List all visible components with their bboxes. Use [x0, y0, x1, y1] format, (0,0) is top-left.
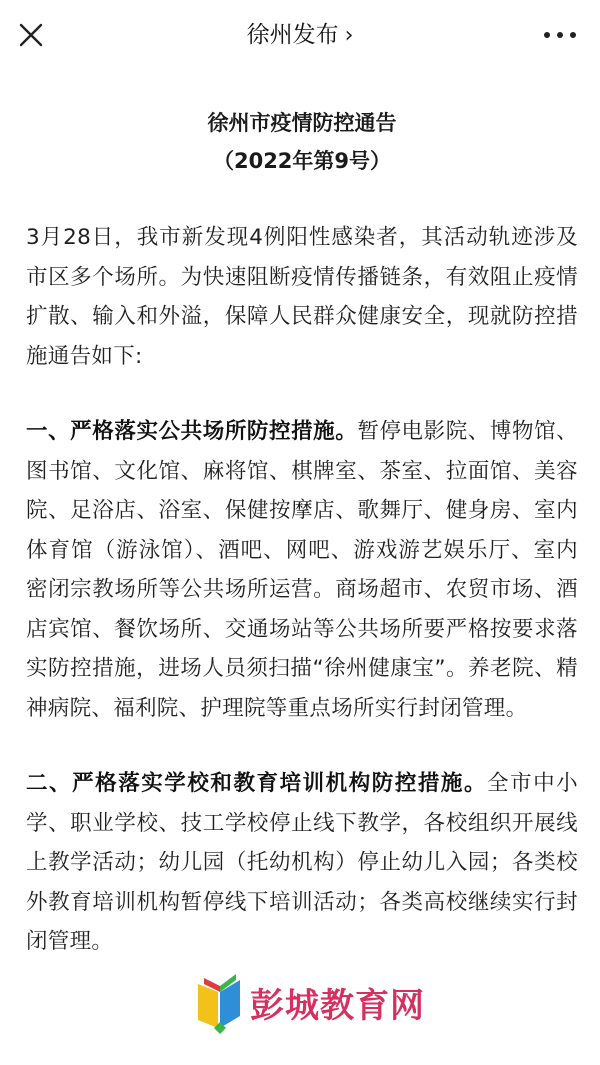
intro-paragraph: 3月28日，我市新发现4例阳性感染者，其活动轨迹涉及市区多个场所。为快速阻断疫情传播链条，有效阻止疫情扩散、输入和外溢，保障人民群众健康安全，现就防控措施通告如下:: [26, 225, 578, 369]
book-logo-icon: [190, 970, 250, 1034]
watermark-text: 彭城教育网: [250, 986, 425, 1026]
article-subtitle: （2022年第9号）: [212, 149, 392, 173]
article-title: 徐州市疫情防控通告: [207, 111, 397, 135]
section-1-heading: 一、严格落实公共场所防控措施。: [26, 419, 358, 444]
more-options-button[interactable]: [544, 30, 578, 40]
section-2-body: 全市中小学、职业学校、技工学校停止线下教学，各校组织开展线上教学活动；幼儿园（托幼机构）停止幼儿入园；各类校外教育培训机构暂停线下培训活动；各类高校继续实行封闭管理。: [26, 771, 578, 954]
chevron-right-icon: ›: [344, 23, 354, 48]
section-2-heading: 二、严格落实学校和教育培训机构防控措施。: [26, 771, 488, 796]
more-dots-icon: [544, 32, 550, 38]
watermark-logo: [190, 970, 430, 1040]
account-name-link[interactable]: [0, 18, 600, 53]
section-1-body: 暂停电影院、博物馆、图书馆、文化馆、麻将馆、棋牌室、茶室、拉面馆、美容院、足浴店、浴室、保健按摩店、歌舞厅、健身房、室内体育馆（游泳馆）、酒吧、网吧、游戏游艺娱乐厅、室内密闭宗教场所等公共场所运营。商场超市、农贸市场、酒店宾馆、餐饮场所、交通场站等公共场所要严格按要求落实防控措施，进场人员须扫描“徐州健康宝”。养老院、精神病院、福利院、护理院等重点场所实行封闭管理。: [26, 419, 578, 721]
section-1-paragraph: [26, 412, 578, 728]
section-2-paragraph: [26, 764, 578, 962]
more-dots-icon: [570, 32, 576, 38]
account-name: 徐州发布: [246, 22, 339, 48]
article-content: [26, 104, 578, 962]
top-navigation-bar: [0, 0, 600, 70]
more-dots-icon: [557, 32, 563, 38]
